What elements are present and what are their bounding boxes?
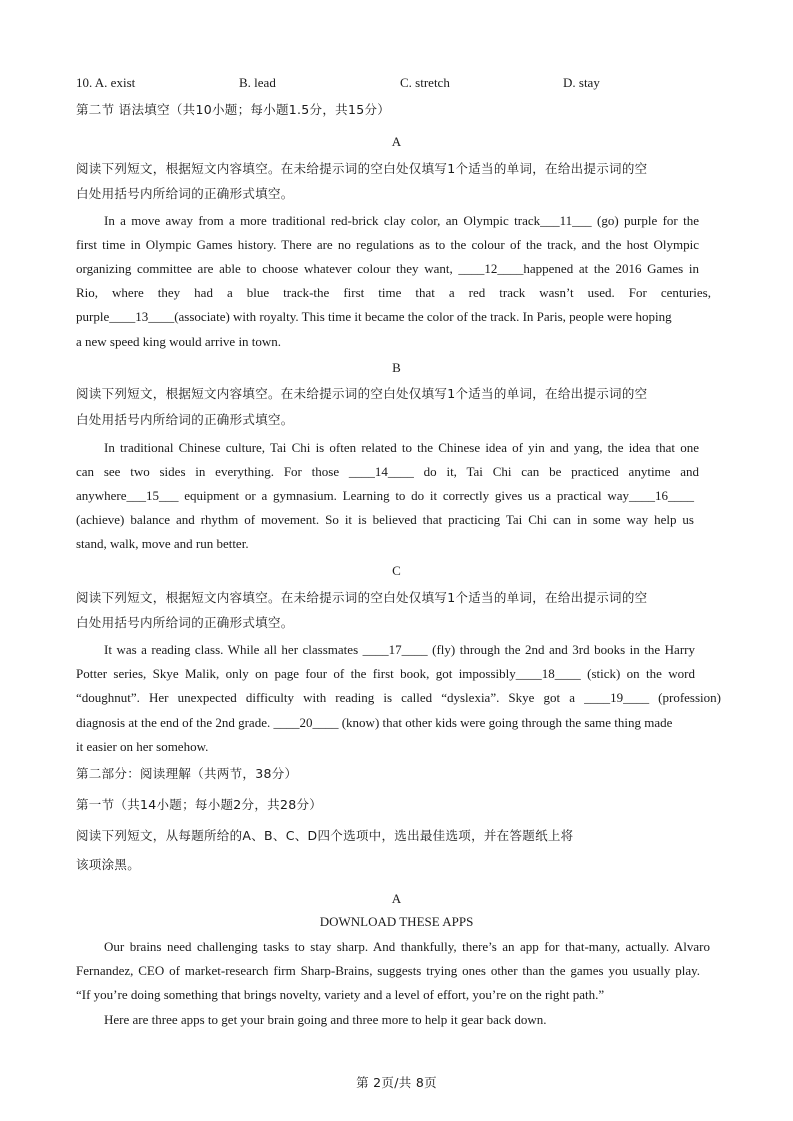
section2-heading: 第二节 语法填空（共10小题；每小题1.5分，共15分）: [76, 102, 391, 117]
q10-option-a: A. exist: [94, 75, 136, 90]
part-c-line: it easier on her somehow.: [76, 739, 209, 754]
q10-option-c: C. stretch: [400, 75, 450, 90]
part-a-instruction-1: 阅读下列短文，根据短文内容填空。在未给提示词的空白处仅填写1个适当的单词，在给出提示词的空: [76, 161, 648, 176]
q10-number: 10. A. exist: [76, 75, 136, 90]
part-b-line: (achieve) balance and rhythm of movement. So it is believed that practicing Tai Chi can in some way help us: [76, 512, 694, 527]
part-a-line: a new speed king would arrive in town.: [76, 334, 282, 349]
reading-instruction-2: 该项涂黑。: [76, 857, 141, 872]
part-c-line: “doughnut”. Her unexpected difficulty with reading is called “dyslexia”. Skye got a ____19____ (profession): [76, 690, 721, 705]
part-c-line: It was a reading class. While all her classmates ____17____ (fly) through the 2nd and 3rd books in the Harry: [104, 642, 695, 657]
part-b-line: stand, walk, move and run better.: [76, 536, 249, 551]
part-b-instruction-2: 白处用括号内所给词的正确形式填空。: [76, 412, 294, 427]
part2-heading: 第二部分：阅读理解（共两节，38分）: [76, 766, 298, 781]
part-a-line: purple____13____(associate) with royalty. This time it became the color of the track. In Paris, people were hoping: [76, 309, 672, 324]
reading-a-line: “If you’re doing something that brings novelty, variety and a level of effort, you’re on the right path.”: [76, 987, 605, 1002]
part-c-label: C: [392, 563, 401, 578]
part-a-line: organizing committee are able to choose whatever colour they want, ____12____happened at the 2016 Games in: [76, 261, 699, 276]
reading-a-title: DOWNLOAD THESE APPS: [319, 914, 474, 929]
reading-instruction-1: 阅读下列短文，从每题所给的A、B、C、D四个选项中，选出最佳选项，并在答题纸上将: [76, 828, 574, 843]
reading-a-line: Our brains need challenging tasks to stay sharp. And thankfully, there’s an app for that-many, actually. Alvaro: [104, 939, 710, 954]
section1-heading: 第一节（共14小题；每小题2分，共28分）: [76, 797, 323, 812]
q10-option-b: B. lead: [239, 75, 276, 90]
part-a-line: In a move away from a more traditional red-brick clay color, an Olympic track___11___ (go) purple for the: [104, 213, 699, 228]
part-a-line: Rio, where they had a blue track-the first time that a red track wasn’t used. For centuries,: [76, 285, 711, 300]
part-c-instruction-1: 阅读下列短文，根据短文内容填空。在未给提示词的空白处仅填写1个适当的单词，在给出提示词的空: [76, 590, 648, 605]
part-a-line: first time in Olympic Games history. There are no regulations as to the colour of the track, and the host Olympic: [76, 237, 699, 252]
part-c-line: diagnosis at the end of the 2nd grade. ____20____ (know) that other kids were going through the same thing made: [76, 715, 673, 730]
page-footer: 第 2页/共 8页: [356, 1075, 437, 1090]
part-c-instruction-2: 白处用括号内所给词的正确形式填空。: [76, 615, 294, 630]
part-b-instruction-1: 阅读下列短文，根据短文内容填空。在未给提示词的空白处仅填写1个适当的单词，在给出提示词的空: [76, 386, 648, 401]
part-b-label: B: [392, 360, 401, 375]
part-b-line: In traditional Chinese culture, Tai Chi is often related to the Chinese idea of yin and yang, the idea that one: [104, 440, 699, 455]
part-b-line: can see two sides in everything. For those ____14____ do it, Tai Chi can be practiced anytime and: [76, 464, 699, 479]
part-a-instruction-2: 白处用括号内所给词的正确形式填空。: [76, 186, 294, 201]
part-c-line: Potter series, Skye Malik, only on page four of the first book, got impossibly____18____ (stick) on the word: [76, 666, 695, 681]
part-a-label: A: [391, 134, 402, 149]
reading-a-label: A: [391, 891, 402, 906]
reading-a-line: Fernandez, CEO of market-research firm Sharp-Brains, suggests trying ones other than the games you usually play.: [76, 963, 700, 978]
part-b-line: anywhere___15___ equipment or a gymnasium. Learning to do it correctly gives us a practical way____16____: [76, 488, 694, 503]
q10-option-d: D. stay: [563, 75, 600, 90]
reading-a-line: Here are three apps to get your brain going and three more to help it gear back down.: [104, 1012, 547, 1027]
